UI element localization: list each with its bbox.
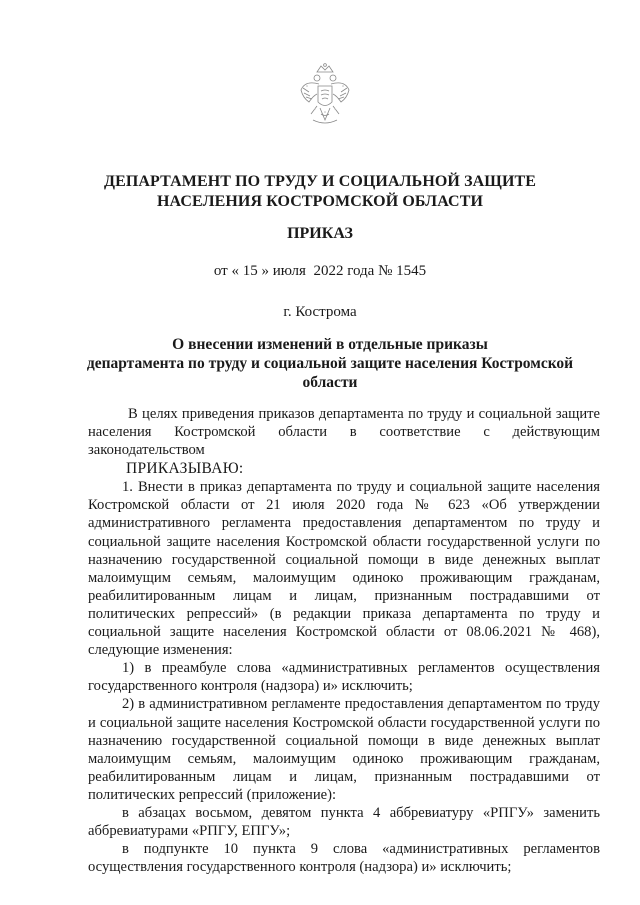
item-1-2-paragraph: 2) в административном регламенте предоставления департаментом по труду и социальной защите населения Костромской области государственной услуги по назначению государственной социальной помощи в виде денежных выплат малоимущим семьям, малоимущим одиноко проживающим гражданам, реабилитированным лицам и лицам, признанным пострадавшими от политических репрессий (приложение): xyxy=(88,696,600,803)
subject-line1: О внесении изменений в отдельные приказы xyxy=(172,336,488,353)
document-subject xyxy=(60,335,600,392)
document-city: г. Кострома xyxy=(283,304,357,320)
department-name-line1: ДЕПАРТАМЕНТ ПО ТРУДУ И СОЦИАЛЬНОЙ ЗАЩИТЕ xyxy=(103,173,537,190)
department-name-line2: НАСЕЛЕНИЯ КОСТРОМСКОЙ ОБЛАСТИ xyxy=(156,193,484,210)
item-1-2-a-paragraph: в абзацах восьмом, девятом пункта 4 аббревиатуру «РПГУ» заменить аббревиатурами «РПГУ, ЕПГУ»; xyxy=(88,804,600,840)
subject-line2: департамента по труду и социальной защите населения Костромской xyxy=(86,355,574,372)
preamble-paragraph: В целях приведения приказов департамента по труду и социальной защите населения Костромской области в соответствие с действующим законодательством xyxy=(88,406,600,459)
document-type-title: ПРИКАЗ xyxy=(287,225,353,242)
document-body xyxy=(88,405,600,876)
department-name xyxy=(70,172,570,212)
subject-line3: области xyxy=(302,374,358,391)
document-date-number: от « 15 » июля 2022 года № 1545 xyxy=(213,263,427,279)
item-1-1-paragraph: 1) в преамбуле слова «административных регламентов осуществления государственного контроля (надзора) и» исключить; xyxy=(88,660,600,695)
order-word: ПРИКАЗЫВАЮ: xyxy=(126,460,244,478)
item-1-paragraph: 1. Внести в приказ департамента по труду и социальной защите населения Костромской области от 21 июля 2020 года № 623 «Об утверждении административного регламента предоставления департаментом по труду и социальной защите населения Костромской области государственной услуги по назначению государственной социальной помощи в виде денежных выплат малоимущим семьям, малоимущим одиноко проживающим гражданам, реабилитированным лицам и лицам, признанным пострадавшими от политических репрессий» (в редакции приказа департамента по труду и социальной защите населения Костромской области от 08.06.2021 № 468), следующие изменения: xyxy=(88,479,600,659)
coat-of-arms-icon xyxy=(295,62,355,128)
item-1-2-b-paragraph: в подпункте 10 пункта 9 слова «административных регламентов осуществления государственного контроля (надзора) и» исключить; xyxy=(88,841,600,876)
